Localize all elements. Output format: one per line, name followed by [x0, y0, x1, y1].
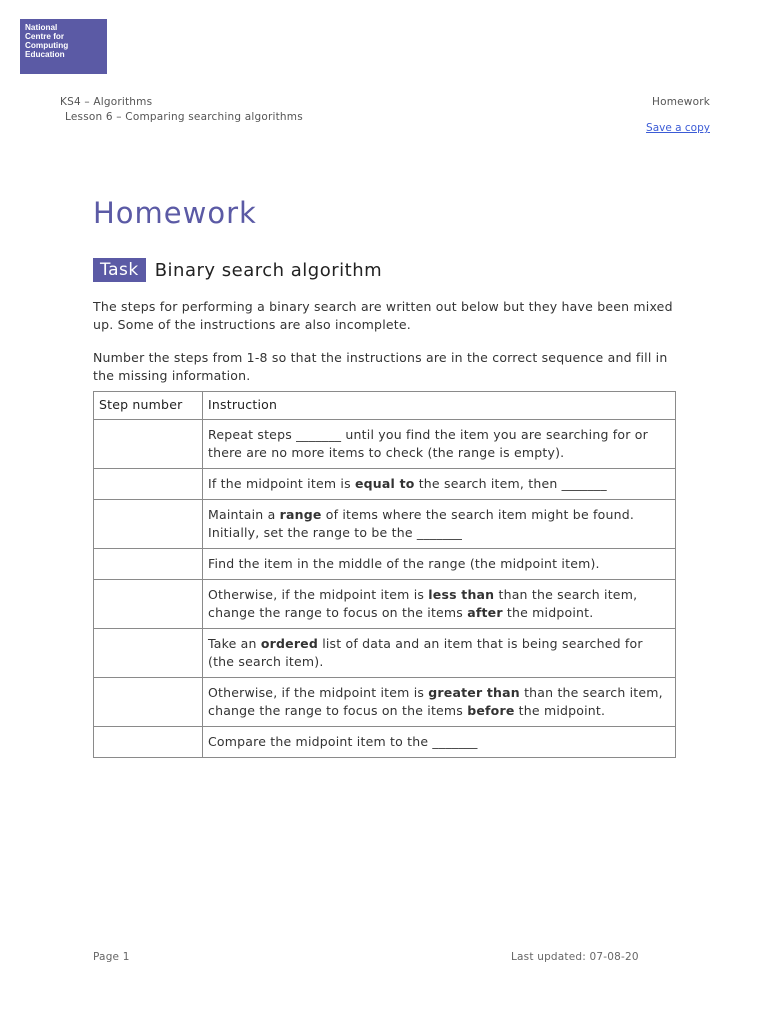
instruction-cell [203, 549, 676, 580]
instruction-text: list of data and an item that is being searched for (the search item). [208, 636, 643, 669]
instruction-text: Maintain a [208, 507, 280, 522]
lesson-label: Lesson 6 – Comparing searching algorithms [65, 111, 303, 123]
step-number-header: Step number [94, 392, 203, 420]
instruction-text: Compare the midpoint item to the _______ [208, 734, 478, 749]
step-number-cell[interactable] [94, 580, 203, 629]
instruction-keyword: range [279, 507, 322, 522]
instructions-paragraph: Number the steps from 1-8 so that the instructions are in the correct sequence and fill in the missing information. [93, 350, 668, 383]
task-heading: Binary search algorithm [154, 259, 383, 281]
table-row [94, 420, 676, 469]
save-copy-link[interactable]: Save a copy [646, 122, 710, 134]
instruction-text: Repeat steps _______ until you find the item you are searching for or there are no more items to check (the range is empty). [208, 427, 648, 460]
table-row [94, 500, 676, 549]
step-number-cell[interactable] [94, 420, 203, 469]
task-header [93, 257, 382, 283]
table-row [94, 580, 676, 629]
step-number-cell[interactable] [94, 469, 203, 500]
instruction-text: Otherwise, if the midpoint item is [208, 685, 429, 700]
course-label: KS4 – Algorithms [60, 96, 153, 108]
table-row [94, 678, 676, 727]
instruction-header: Instruction [203, 392, 676, 420]
intro-paragraph: The steps for performing a binary search are written out below but they have been mixed up. Some of the instructions are also incomplete. [93, 299, 673, 332]
table-row [94, 549, 676, 580]
step-number-cell[interactable] [94, 727, 203, 758]
instruction-keyword: greater than [428, 685, 520, 700]
instruction-keyword: less than [428, 587, 495, 602]
steps-body [94, 420, 676, 758]
ncce-logo [20, 19, 107, 74]
instruction-keyword: ordered [260, 636, 319, 651]
instruction-cell [203, 420, 676, 469]
last-updated: Last updated: 07-08-20 [511, 951, 639, 963]
step-number-cell[interactable] [94, 500, 203, 549]
logo-line: National [25, 23, 58, 32]
instruction-text: If the midpoint item is [208, 476, 355, 491]
step-number-cell[interactable] [94, 549, 203, 580]
page-title: Homework [93, 196, 257, 230]
instruction-text: than the search item, change the range to focus on the items [208, 685, 663, 718]
instruction-cell [203, 500, 676, 549]
table-header-row [94, 392, 676, 420]
instruction-text: the midpoint. [502, 605, 594, 620]
instruction-text: the search item, then _______ [414, 476, 607, 491]
instruction-text: than the search item, change the range to focus on the items [208, 587, 638, 620]
task-badge: Task [93, 258, 146, 282]
instruction-text: the midpoint. [514, 703, 606, 718]
doc-type-label: Homework [651, 96, 710, 108]
page-number: Page 1 [93, 951, 130, 963]
table-row [94, 727, 676, 758]
instruction-cell [203, 469, 676, 500]
instruction-keyword: after [467, 605, 503, 620]
table-row [94, 629, 676, 678]
instruction-keyword: before [467, 703, 515, 718]
step-number-cell[interactable] [94, 678, 203, 727]
instruction-keyword: equal to [354, 476, 415, 491]
instruction-text: of items where the search item might be found. Initially, set the range to be the _______ [208, 507, 635, 540]
logo-line: Computing [25, 41, 69, 50]
instruction-text: Take an [208, 636, 261, 651]
instruction-cell [203, 629, 676, 678]
logo-line: Centre for [25, 32, 65, 41]
instruction-text: Otherwise, if the midpoint item is [208, 587, 429, 602]
table-row [94, 469, 676, 500]
logo-line: Education [25, 50, 65, 59]
steps-table [93, 391, 676, 758]
instruction-cell [203, 580, 676, 629]
instruction-cell [203, 727, 676, 758]
instruction-text: Find the item in the middle of the range (the midpoint item). [208, 556, 600, 571]
step-number-cell[interactable] [94, 629, 203, 678]
instruction-cell [203, 678, 676, 727]
